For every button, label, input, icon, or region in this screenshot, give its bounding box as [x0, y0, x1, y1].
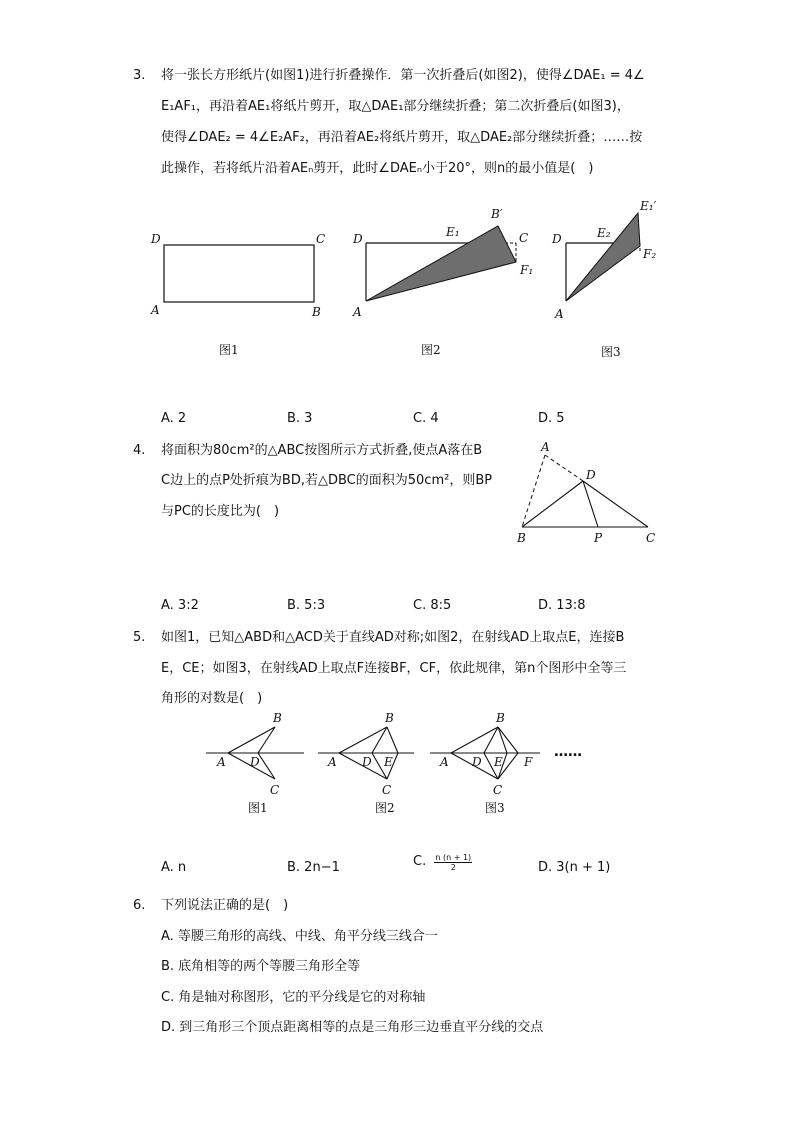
q3-caption-2: 图2 — [421, 343, 441, 357]
q6-number: 6. — [133, 898, 146, 913]
q3-f3-label-e2: E₂ — [597, 226, 611, 240]
q4-number: 4. — [133, 443, 146, 458]
q5-option-c — [413, 852, 472, 873]
q5-ellipsis: …… — [554, 744, 582, 760]
q3-option-c: C. 4 — [413, 411, 439, 426]
q5-f3-label-a: A — [440, 755, 449, 769]
q5-line-1: 如图1，已知△ABD和△ACD关于直线AD对称;如图2，在射线AD上取点E，连接B — [161, 630, 625, 645]
q5-f3-label-b: B — [496, 711, 505, 725]
q6-option-b: B. 底角相等的两个等腰三角形全等 — [161, 959, 361, 974]
q5-f2-label-c: C — [382, 783, 392, 797]
q5-option-c-denominator: 2 — [450, 862, 456, 872]
q5-caption-1: 图1 — [248, 801, 268, 815]
q3-line-2: E₁AF₁，再沿着AE₁将纸片剪开，取△DAE₁部分继续折叠；第二次折叠后(如图3)， — [161, 99, 630, 114]
q5-option-b: B. 2n−1 — [287, 860, 340, 875]
q3-option-d: D. 5 — [538, 411, 565, 426]
q5-f2-label-e: E — [384, 755, 393, 769]
q5-f1-label-d: D — [250, 755, 260, 769]
q6-option-d: D. 到三角形三个顶点距离相等的点是三角形三边垂直平分线的交点 — [161, 1020, 544, 1035]
q5-caption-3: 图3 — [485, 801, 505, 815]
q4-label-d: D — [586, 468, 596, 482]
q4-label-a: A — [541, 440, 550, 454]
q3-f2-label-bprime: B′ — [491, 207, 503, 221]
q3-line-1: 将一张长方形纸片(如图1)进行折叠操作．第一次折叠后(如图2)，使得∠DAE₁ = 4∠ — [161, 68, 645, 83]
q3-f2-label-a: A — [353, 305, 362, 319]
q4-line-1: 将面积为80cm²的△ABC按图所示方式折叠,使点A落在B — [161, 443, 483, 458]
q5-option-c-prefix: C. — [413, 854, 427, 869]
q4-option-b: B. 5:3 — [287, 598, 326, 613]
q3-option-b: B. 3 — [287, 411, 313, 426]
q3-f2-label-c: C — [519, 231, 529, 245]
q3-f2-label-d: D — [353, 232, 363, 246]
q4-option-a: A. 3:2 — [161, 598, 199, 613]
q6-stem: 下列说法正确的是( ) — [161, 898, 289, 913]
q3-f3-label-e1prime: E₁′ — [640, 199, 657, 213]
q4-label-b: B — [517, 531, 526, 545]
q5-caption-2: 图2 — [375, 801, 395, 815]
q4-option-d: D. 13:8 — [538, 598, 586, 613]
q3-f3-label-f2: F₂ — [643, 247, 657, 261]
q3-caption-1: 图1 — [219, 343, 239, 357]
q3-f2-label-f1: F₁ — [520, 263, 534, 277]
q5-f1-label-c: C — [270, 783, 280, 797]
q4-line-3: 与PC的长度比为( ) — [161, 504, 280, 519]
q3-f3-label-d: D — [552, 232, 562, 246]
q3-f1-label-a: A — [151, 303, 160, 317]
q6-option-a: A. 等腰三角形的高线、中线、角平分线三线合一 — [161, 929, 438, 944]
q3-line-4: 此操作，若将纸片沿着AEₙ剪开，此时∠DAEₙ小于20°，则n的最小值是( ) — [161, 161, 594, 176]
q5-f2-label-a: A — [328, 755, 337, 769]
q3-f1-label-c: C — [316, 232, 326, 246]
q5-f2-label-d: D — [362, 755, 372, 769]
q5-f2-label-b: B — [385, 711, 394, 725]
q5-number: 5. — [133, 630, 146, 645]
q5-option-c-fraction — [434, 853, 472, 872]
q5-f3-label-e: E — [494, 755, 503, 769]
q5-line-2: E，CE；如图3，在射线AD上取点F连接BF，CF，依此规律，第n个图形中全等三 — [161, 661, 627, 676]
q5-f1-label-a: A — [217, 755, 226, 769]
q3-option-a: A. 2 — [161, 411, 187, 426]
q3-caption-3: 图3 — [601, 345, 621, 359]
q5-f3-label-d: D — [472, 755, 482, 769]
q5-option-d: D. 3(n + 1) — [538, 860, 611, 875]
q3-f1-label-b: B — [312, 305, 321, 319]
q5-f3-label-c: C — [493, 783, 503, 797]
q5-line-3: 角形的对数是( ) — [161, 691, 263, 706]
q5-f1-label-b: B — [273, 711, 282, 725]
q3-line-3: 使得∠DAE₂ = 4∠E₂AF₂，再沿着AE₂将纸片剪开，取△DAE₂部分继续折叠；……按 — [161, 130, 643, 145]
q3-number: 3. — [133, 68, 146, 83]
q3-f2-label-e1: E₁ — [446, 225, 460, 239]
q5-option-a: A. n — [161, 860, 187, 875]
q3-f3-label-a: A — [555, 307, 564, 321]
q5-option-c-numerator: n (n + 1) — [435, 852, 472, 862]
q5-f3-label-f: F — [524, 755, 533, 769]
q4-line-2: C边上的点P处折痕为BD,若△DBC的面积为50cm²，则BP — [161, 473, 493, 488]
q4-option-c: C. 8:5 — [413, 598, 452, 613]
q3-f1-label-d: D — [151, 232, 161, 246]
q4-label-c: C — [646, 531, 656, 545]
q4-label-p: P — [594, 531, 603, 545]
q6-option-c: C. 角是轴对称图形，它的平分线是它的对称轴 — [161, 990, 426, 1005]
